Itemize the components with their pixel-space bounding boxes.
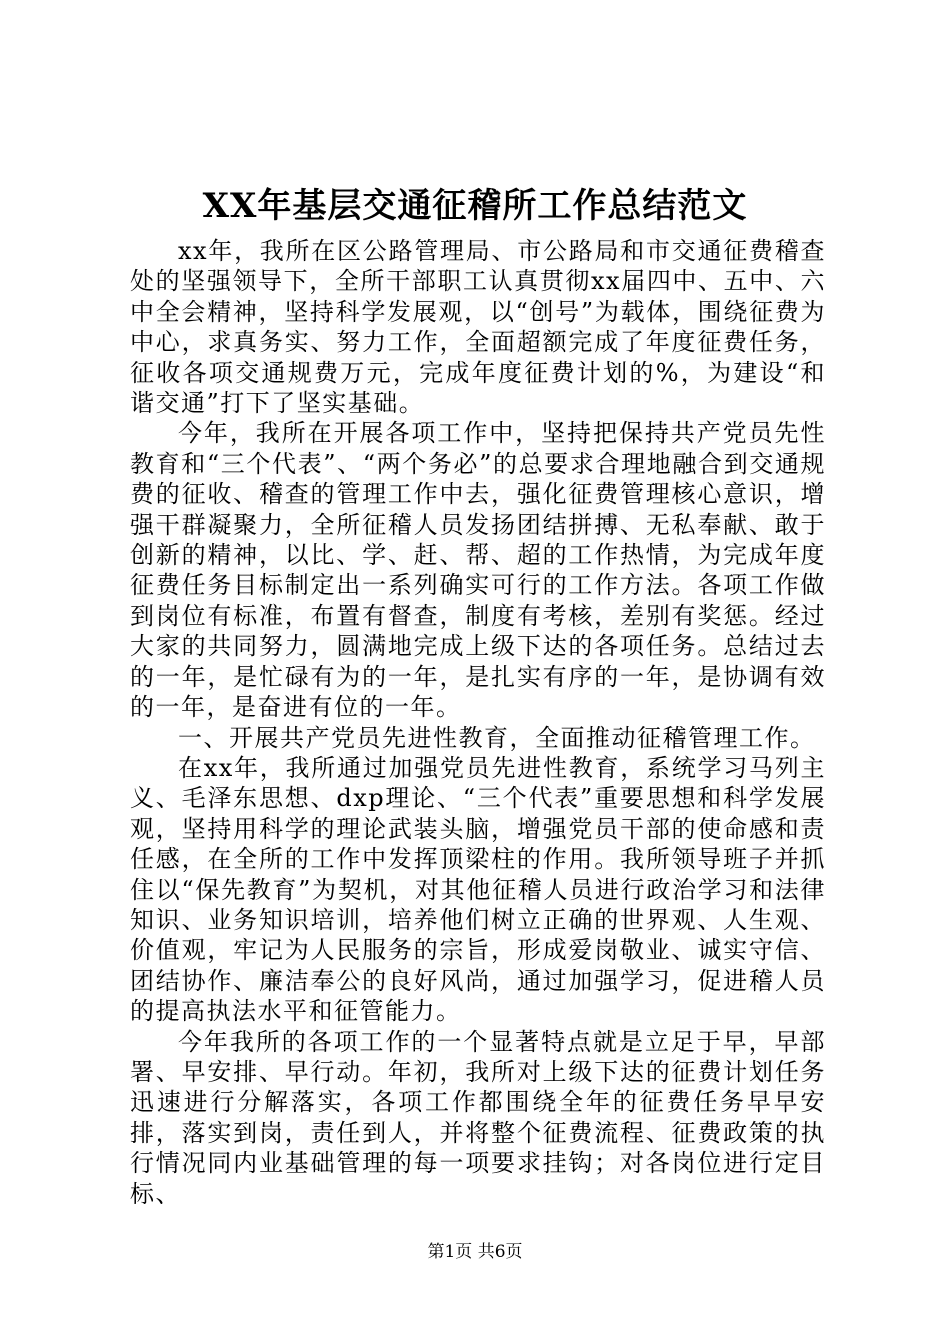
document-title: XX年基层交通征稽所工作总结范文 <box>202 186 748 226</box>
paragraph: 今年我所的各项工作的一个显著特点就是立足于早，早部署、早安排、早行动。年初，我所对上级下达的征费计划任务迅速进行分解落实，各项工作都围绕全年的征费任务早早安排，落实到岗，责任到人，并将整个征费流程、征费政策的执行情况同内业基础管理的每一项要求挂钩；对各岗位进行定目标、 <box>130 1027 826 1208</box>
paragraph: 在xx年，我所通过加强党员先进性教育，系统学习马列主义、毛泽东思想、dxp理论、“三个代表”重要思想和科学发展观，坚持用科学的理论武装头脑，增强党员干部的使命感和责任感，在全所的工作中发挥顶梁柱的作用。我所领导班子并抓住以“保先教育”为契机，对其他征稽人员进行政治学习和法律知识、业务知识培训，培养他们树立正确的世界观、人生观、价值观，牢记为人民服务的宗旨，形成爱岗敬业、诚实守信、团结协作、廉洁奉公的良好风尚，通过加强学习，促进稽人员的提高执法水平和征管能力。 <box>130 753 826 1026</box>
section-heading: 一、开展共产党员先进性教育，全面推动征稽管理工作。 <box>178 723 816 752</box>
page-footer: 第1页 共6页 <box>427 1242 523 1262</box>
document-body <box>130 236 826 1209</box>
paragraph: xx年，我所在区公路管理局、市公路局和市交通征费稽查处的坚强领导下，全所干部职工认真贯彻xx届四中、五中、六中全会精神，坚持科学发展观，以“创号”为载体，围绕征费为中心，求真务实、努力工作，全面超额完成了年度征费任务，征收各项交通规费万元，完成年度征费计划的%，为建设“和谐交通”打下了坚实基础。 <box>130 237 826 418</box>
paragraph: 今年，我所在开展各项工作中，坚持把保持共产党员先性教育和“三个代表”、“两个务必”的总要求合理地融合到交通规费的征收、稽查的管理工作中去，强化征费管理核心意识，增强干群凝聚力，全所征稽人员发扬团结拼搏、无私奉献、敢于创新的精神，以比、学、赶、帮、超的工作热情，为完成年度征费任务目标制定出一系列确实可行的工作方法。各项工作做到岗位有标准，布置有督查，制度有考核，差别有奖惩。经过大家的共同努力，圆满地完成上级下达的各项任务。总结过去的一年，是忙碌有为的一年，是扎实有序的一年，是协调有效的一年，是奋进有位的一年。 <box>130 419 826 722</box>
